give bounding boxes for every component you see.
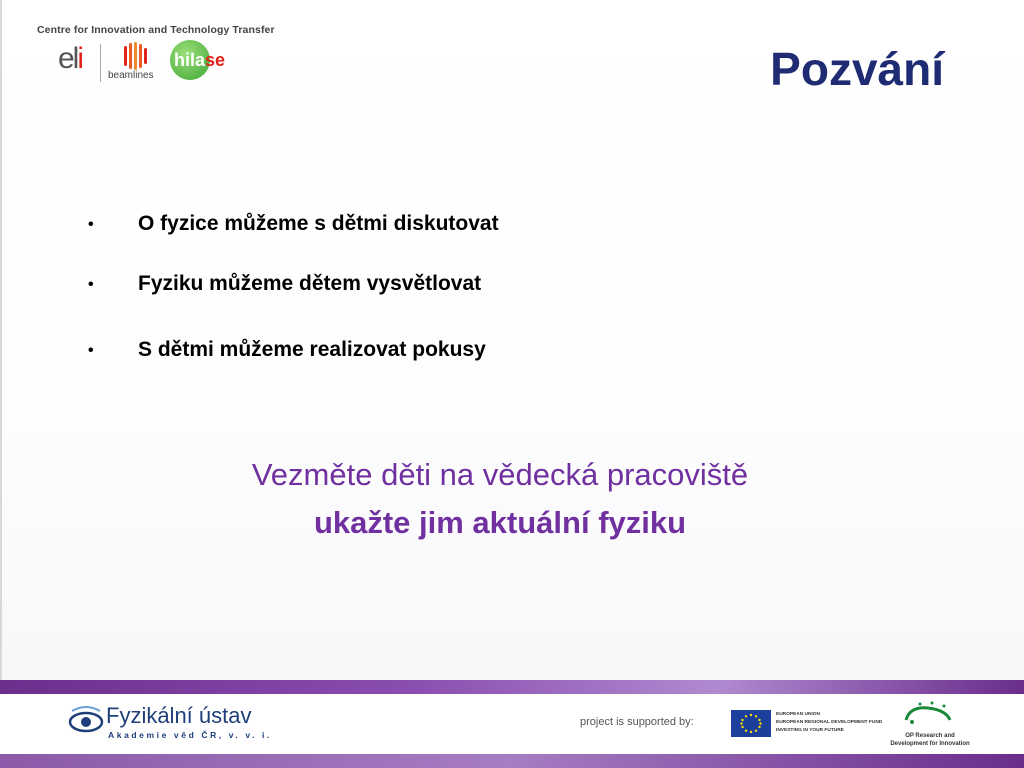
bullet-marker: • bbox=[88, 342, 94, 359]
hilase-accent: se bbox=[205, 50, 226, 70]
page-title: Pozvání bbox=[770, 43, 944, 95]
institute-name: Fyzikální ústav bbox=[106, 703, 252, 728]
op-rdi-icon bbox=[902, 700, 958, 730]
eu-line: INVESTING IN YOUR FUTURE bbox=[776, 728, 844, 733]
eli-logo bbox=[58, 42, 98, 82]
op-line: OP Research and bbox=[905, 733, 955, 739]
left-edge-line bbox=[0, 0, 2, 680]
centre-title: Centre for Innovation and Technology Transfer bbox=[37, 24, 275, 36]
eli-logo-accent: i bbox=[77, 42, 83, 75]
eli-logo-text: el bbox=[58, 42, 78, 75]
callout-line-1: Vezměte děti na vědecká pracoviště bbox=[251, 457, 749, 492]
supported-by-text: project is supported by: bbox=[580, 716, 694, 728]
callout-line-2: ukažte jim aktuální fyziku bbox=[313, 505, 687, 540]
eu-flag-icon bbox=[731, 710, 771, 737]
hilase-logo bbox=[170, 40, 234, 82]
eye-icon bbox=[68, 705, 104, 739]
footer-band-bottom bbox=[0, 754, 1024, 768]
bullet-marker: • bbox=[88, 216, 94, 233]
institute-subtitle: Akademie věd ČR, v. v. i. bbox=[108, 730, 272, 740]
eu-line: EUROPEAN REGIONAL DEVELOPMENT FUND bbox=[776, 720, 883, 725]
bullet-text: O fyzice můžeme s dětmi diskutovat bbox=[138, 212, 499, 235]
bullet-text: Fyziku můžeme dětem vysvětlovat bbox=[138, 272, 482, 295]
logo-separator bbox=[100, 44, 101, 82]
op-line: Development for Innovation bbox=[890, 741, 970, 747]
beamlines-logo bbox=[108, 40, 160, 84]
fyzikalni-ustav-logo bbox=[68, 703, 272, 745]
footer-band-top bbox=[0, 680, 1024, 694]
eu-line: EUROPEAN UNION bbox=[776, 712, 820, 717]
hilase-text: hila bbox=[174, 50, 206, 70]
op-rdi-logo bbox=[880, 700, 980, 752]
eu-text bbox=[776, 711, 882, 735]
beamlines-text: beamlines bbox=[108, 70, 154, 81]
bullet-marker: • bbox=[88, 276, 94, 293]
bullet-text: S dětmi můžeme realizovat pokusy bbox=[138, 338, 486, 361]
beamlines-icon bbox=[122, 42, 148, 70]
